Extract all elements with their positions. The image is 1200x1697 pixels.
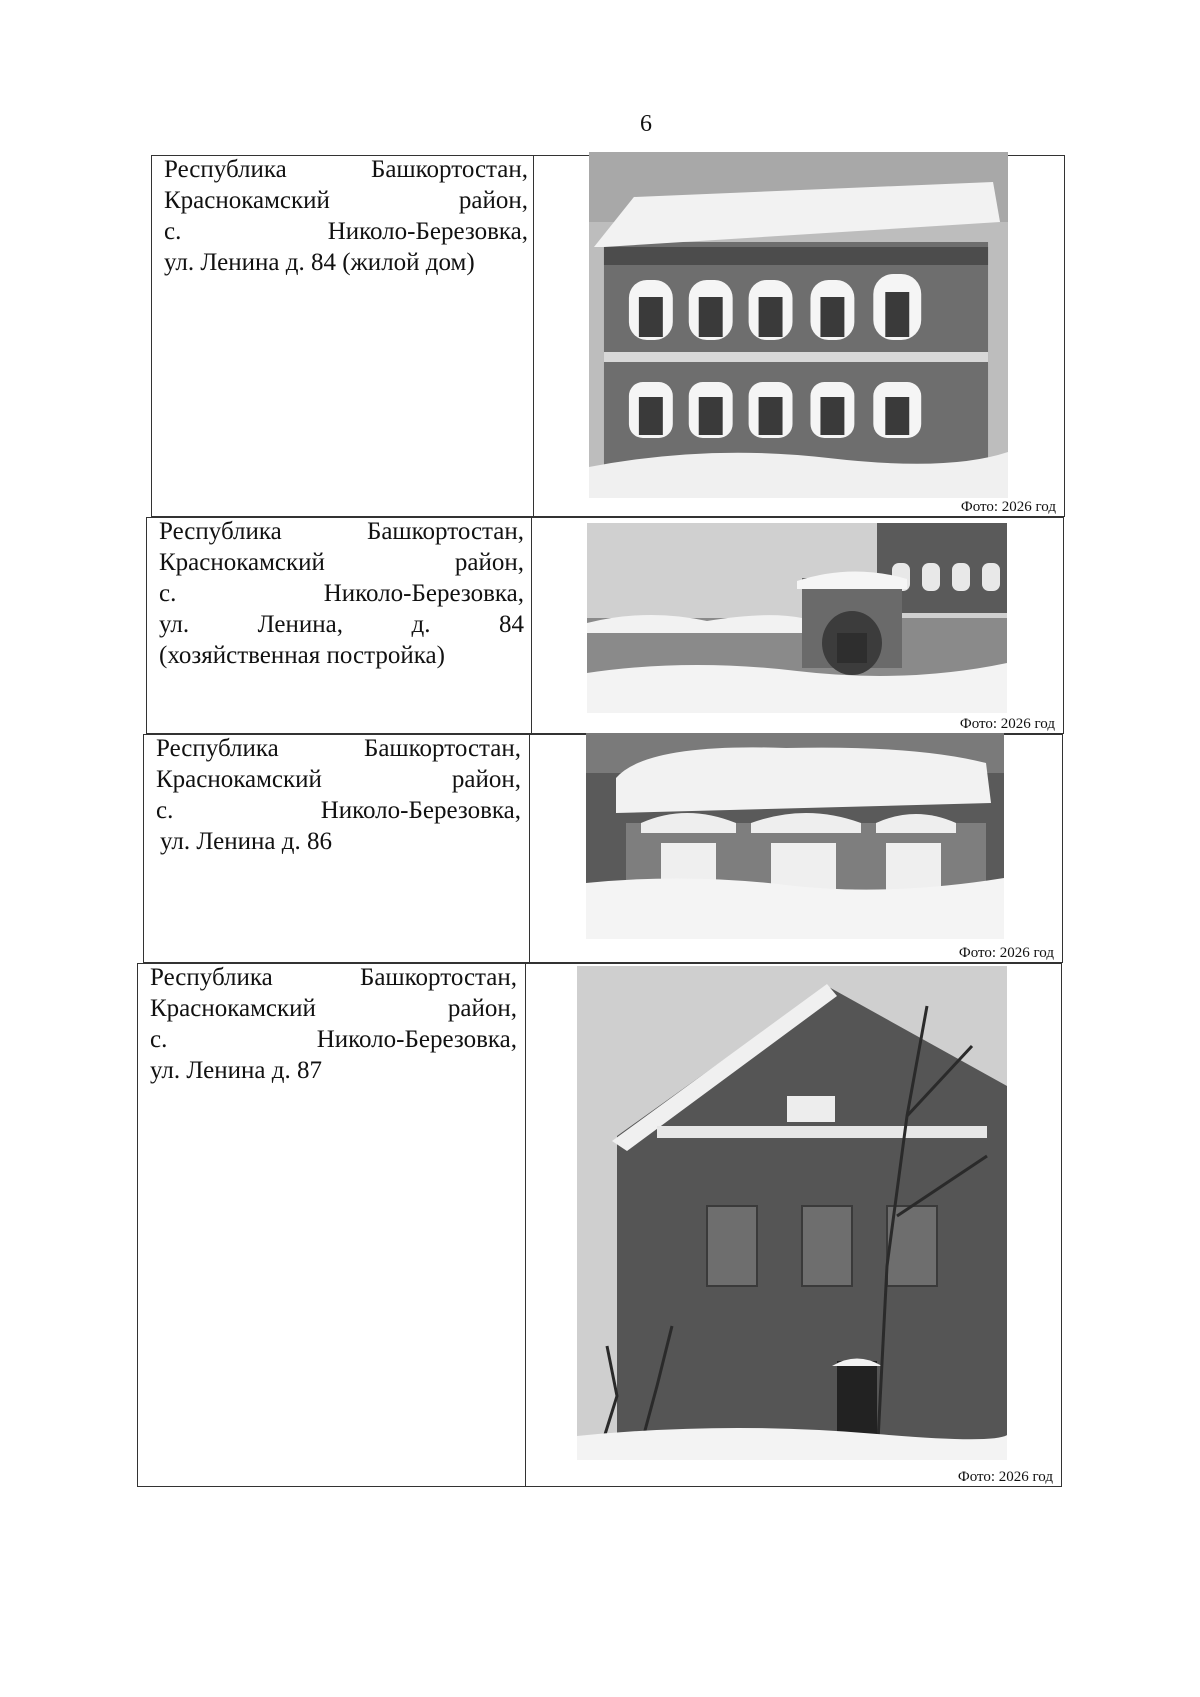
address-line: с. Николо-Березовка, — [150, 1026, 517, 1053]
address-line: ул. Ленина, д. 84 — [159, 611, 524, 638]
address-line: Краснокамский район, — [156, 766, 521, 793]
address-cell — [159, 516, 524, 671]
table-row — [151, 155, 1065, 517]
outbuilding-photo — [587, 523, 1007, 713]
address-line: с. Николо-Березовка, — [159, 580, 524, 607]
address-line: Краснокамский район, — [150, 995, 517, 1022]
address-line: Республика Башкортостан, — [150, 964, 517, 991]
address-line: ул. Ленина д. 86 — [160, 828, 332, 855]
address-line: ул. Ленина д. 84 (жилой дом) — [164, 249, 475, 276]
address-line: с. Николо-Березовка, — [164, 218, 528, 245]
address-line: Краснокамский район, — [159, 549, 524, 576]
table-row — [137, 963, 1062, 1487]
address-cell — [164, 154, 528, 278]
address-cell — [156, 733, 521, 857]
photo-caption: Фото: 2026 год — [960, 499, 1056, 515]
address-cell — [150, 962, 517, 1086]
address-line: Республика Башкортостан, — [164, 156, 528, 183]
address-line: Краснокамский район, — [164, 187, 528, 214]
address-line: Республика Башкортостан, — [159, 518, 524, 545]
photo-caption: Фото: 2026 год — [957, 1469, 1053, 1485]
page-number: 6 — [640, 111, 652, 137]
address-line: Республика Башкортостан, — [156, 735, 521, 762]
photo-caption: Фото: 2026 год — [959, 716, 1055, 732]
address-line: с. Николо-Березовка, — [156, 797, 521, 824]
address-line: ул. Ленина д. 87 — [150, 1057, 322, 1084]
photo-caption: Фото: 2026 год — [958, 945, 1054, 961]
address-line: (хозяйственная постройка) — [159, 642, 445, 669]
table-row — [146, 517, 1064, 734]
table-row — [143, 734, 1063, 963]
building-photo — [577, 966, 1007, 1460]
building-photo — [586, 733, 1004, 939]
building-photo — [589, 152, 1008, 498]
